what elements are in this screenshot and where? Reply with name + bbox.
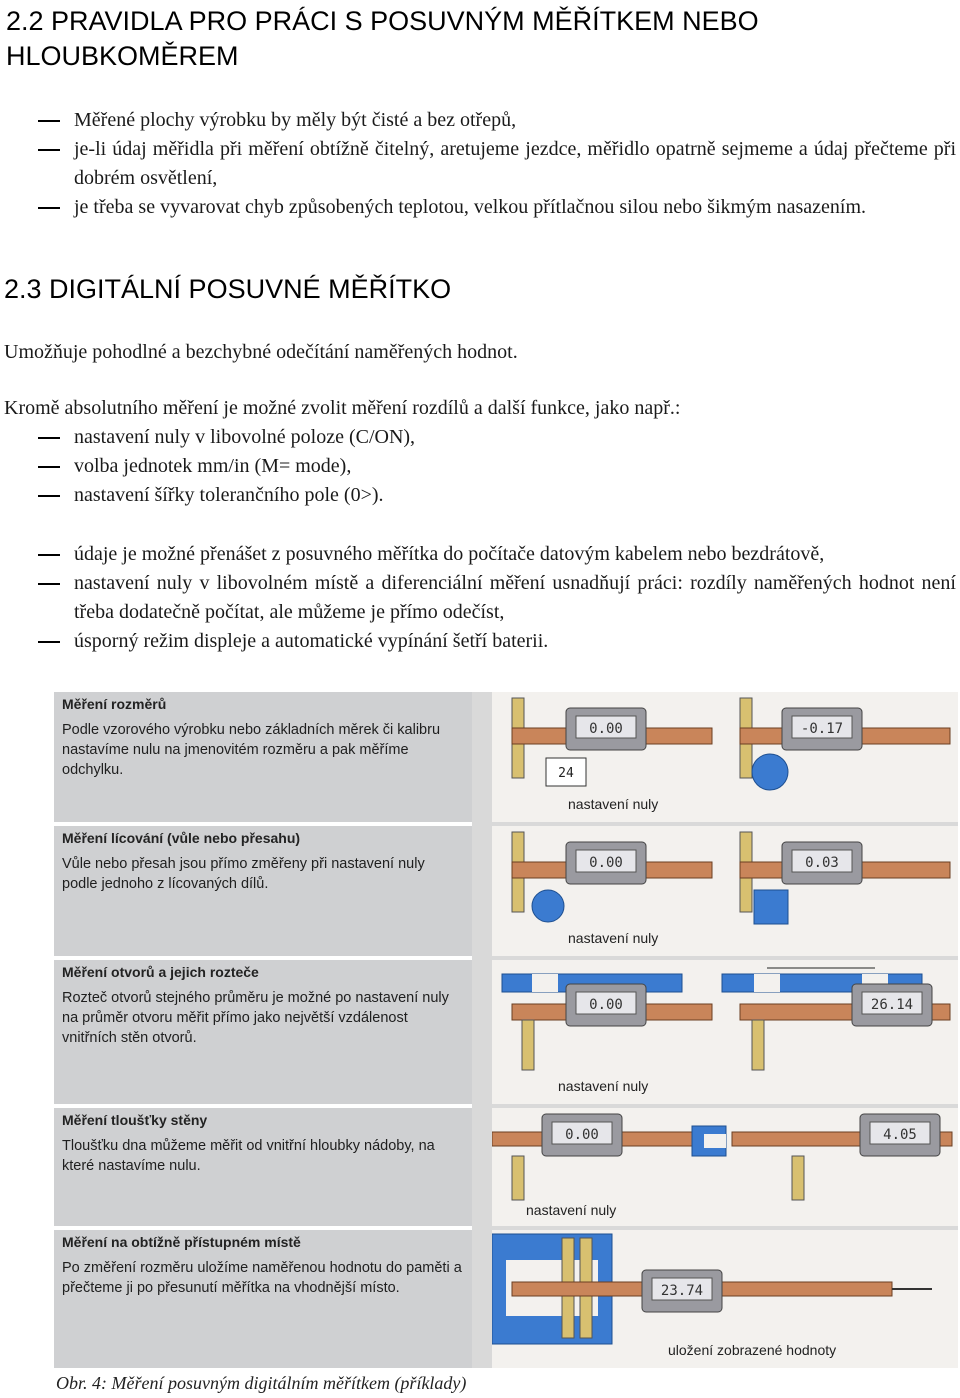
memory-store-label: uložení zobrazené hodnoty <box>668 1342 837 1358</box>
list-item: úsporný režim displeje a automatické vypínání šetří baterii. <box>0 627 960 656</box>
panel-wall-thickness-measurement <box>54 1108 958 1226</box>
dash-bullet <box>38 149 60 151</box>
section-heading-2-3: 2.3 DIGITÁLNÍ POSUVNÉ MĚŘÍTKO <box>4 274 452 304</box>
display-reading: -0.17 <box>800 721 844 737</box>
list-item: nastavení nuly v libovolném místě a diferenciální měření usnadňují práci: rozdíly naměřených hodnot není třeba dodatečně počítat, ale můžeme je přímo odečíst, <box>0 569 960 627</box>
list-item: je-li údaj měřidla při měření obtížně čitelný, aretujeme jezdce, měřidlo opatrně sejmeme a údaj přečteme při dobrém osvětlení, <box>0 135 960 193</box>
panel-fit-measurement <box>54 826 958 956</box>
dash-bullet <box>38 120 60 122</box>
display-reading: 0.03 <box>805 855 839 871</box>
display-reading: 0.00 <box>589 997 623 1013</box>
features-list <box>0 540 960 656</box>
panel-description: Po změření rozměru uložíme naměřenou hodnotu do paměti a přečteme ji po přesunutí měřítka na vhodnější místo. <box>62 1260 462 1296</box>
list-item: nastavení nuly v libovolné poloze (C/ON), <box>0 423 960 452</box>
caliper-illustration <box>492 826 958 956</box>
display-reading: 4.05 <box>883 1127 917 1143</box>
zero-setting-label: nastavení nuly <box>526 1202 617 1218</box>
list-item: nastavení šířky tolerančního pole (0>). <box>0 481 960 510</box>
caliper-illustration <box>492 692 958 822</box>
dash-bullet <box>38 641 60 643</box>
functions-list <box>0 423 960 510</box>
panel-title: Měření otvorů a jejich rozteče <box>62 964 259 980</box>
panel-title: Měření tloušťky stěny <box>62 1112 208 1128</box>
dash-bullet <box>38 583 60 585</box>
dash-bullet <box>38 554 60 556</box>
caliper-examples-figure <box>54 692 958 1368</box>
panel-text-area <box>54 692 472 822</box>
panel-text-area <box>54 960 472 1104</box>
panel-description: Podle vzorového výrobku nebo základních měrek či kalibru nastavíme nulu na jmenovitém rozměru a pak měříme odchylku. <box>62 722 441 778</box>
panel-title: Měření rozměrů <box>62 696 167 712</box>
dash-bullet <box>38 207 60 209</box>
panel-text-area <box>54 826 472 956</box>
dash-bullet <box>38 466 60 468</box>
panel-hole-pitch-measurement <box>54 960 958 1104</box>
panel-text-area <box>54 1230 472 1368</box>
display-reading: 0.00 <box>589 721 623 737</box>
section-heading-2-2: 2.2 PRAVIDLA PRO PRÁCI S POSUVNÝM MĚŘÍTKEM NEBO HLOUBKOMĚREM <box>6 6 759 71</box>
panel-illustration <box>492 1108 958 1226</box>
list-item: je třeba se vyvarovat chyb způsobených teplotou, velkou přítlačnou silou nebo šikmým nasazením. <box>0 193 960 222</box>
rules-list <box>0 106 960 222</box>
panel-description: Vůle nebo přesah jsou přímo změřeny při nastavení nuly podle jednoho z lícovaných dílů. <box>62 856 425 892</box>
panel-illustration <box>492 692 958 822</box>
panel-hard-to-reach-measurement <box>54 1230 958 1368</box>
gauge-block-label: 24 <box>558 766 574 781</box>
display-reading: 26.14 <box>870 997 914 1013</box>
panel-description: Rozteč otvorů stejného průměru je možné po nastavení nuly na průměr otvoru měřit přímo jako největší vzdálenost vnitřních stěn otvorů. <box>62 990 449 1046</box>
panel-title: Měření na obtížně přístupném místě <box>62 1234 301 1250</box>
panel-illustration <box>492 1230 958 1368</box>
zero-setting-label: nastavení nuly <box>568 930 659 946</box>
list-item: Měřené plochy výrobku by měly být čisté a bez otřepů, <box>0 106 960 135</box>
figure-caption: Obr. 4: Měření posuvným digitálním měřítkem (příklady) <box>56 1373 467 1393</box>
list-item: údaje je možné přenášet z posuvného měřítka do počítače datovým kabelem nebo bezdrátově, <box>0 540 960 569</box>
dash-bullet <box>38 437 60 439</box>
display-reading: 23.74 <box>660 1283 704 1299</box>
functions-paragraph: Kromě absolutního měření je možné zvolit měření rozdílů a další funkce, jako např.: <box>4 397 681 419</box>
list-item: volba jednotek mm/in (M= mode), <box>0 452 960 481</box>
panel-description: Tloušťku dna můžeme měřit od vnitřní hloubky nádoby, na které nastavíme nulu. <box>62 1138 435 1174</box>
panel-title: Měření lícování (vůle nebo přesahu) <box>62 830 301 846</box>
panel-text-area <box>54 1108 472 1226</box>
panel-dimension-measurement <box>54 692 958 822</box>
display-reading: 0.00 <box>565 1127 599 1143</box>
panel-illustration <box>492 826 958 956</box>
zero-setting-label: nastavení nuly <box>558 1078 649 1094</box>
panel-illustration <box>492 960 958 1104</box>
dash-bullet <box>38 495 60 497</box>
display-reading: 0.00 <box>589 855 623 871</box>
zero-setting-label: nastavení nuly <box>568 796 659 812</box>
intro-paragraph: Umožňuje pohodlné a bezchybné odečítání naměřených hodnot. <box>4 341 518 363</box>
